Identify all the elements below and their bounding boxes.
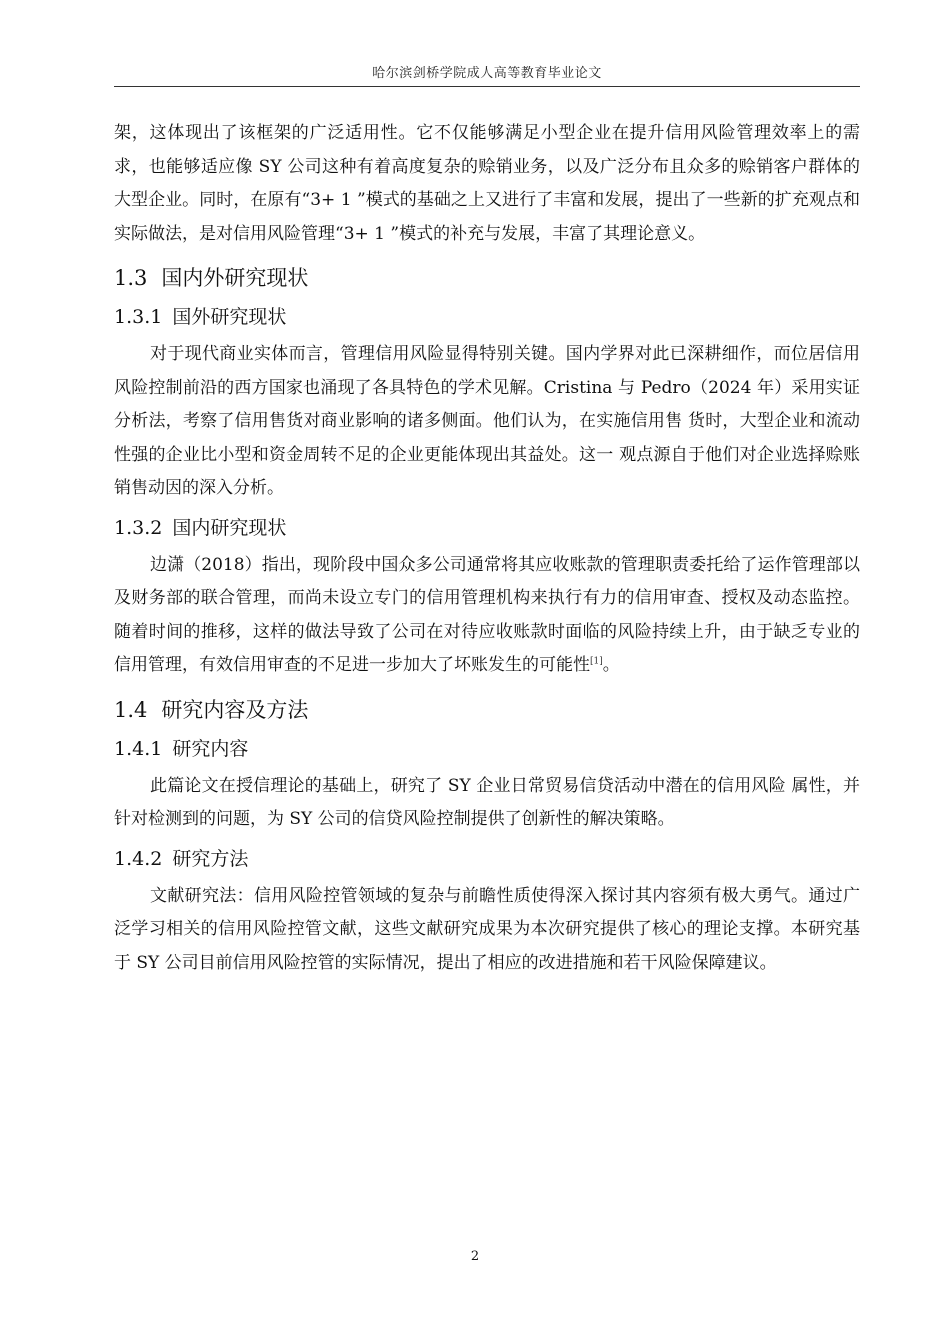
section-title: 国内外研究现状 — [161, 266, 309, 290]
subsection-title: 研究方法 — [172, 847, 249, 870]
subsection-heading-1-3-1 — [114, 303, 860, 331]
subsection-number: 1.4.2 — [114, 847, 163, 870]
paragraph-foreign-research: 对于现代商业实体而言，管理信用风险显得特别关键。国内学界对此已深耕细作，而位居信用风险控制前沿的西方国家也涌现了各具特色的学术见解。Cristina 与 Pedro（2024 年）采用实证分析法，考察了信用售货对商业影响的诸多侧面。他们认为，在实施信用售 货时，大型企业和流动性强的企业比小型和资金周转不足的企业更能体现出其益处。这一 观点源自于他们对企业选择赊账销售动因的深入分析。 — [114, 344, 860, 498]
paragraph-tail: 。 — [602, 655, 620, 675]
subsection-heading-1-4-2 — [114, 845, 860, 873]
section-heading-1-4 — [114, 695, 860, 725]
header-divider — [114, 86, 860, 87]
running-header: 哈尔滨剑桥学院成人高等教育毕业论文 — [372, 66, 602, 81]
paragraph-research-content: 此篇论文在授信理论的基础上，研究了 SY 企业日常贸易信贷活动中潜在的信用风险 属性，并针对检测到的问题，为 SY 公司的信贷风险控制提供了创新性的解决策略。 — [114, 775, 860, 829]
paragraph-text: 边潇（2018）指出，现阶段中国众多公司通常将其应收账款的管理职责委托给了运作管理部以及财务部的联合管理，而尚未设立专门的信用管理机构来执行有力的信用审查、授权及动态监控。随着时间的推移，这样的做法导致了公司在对待应收账款时面临的风险持续上升，由于缺乏专业的信用管理，有效信用审查的不足进一步加大了坏账发生的可能性 — [114, 554, 860, 675]
subsection-title: 国外研究现状 — [172, 306, 287, 328]
subsection-heading-1-4-1 — [114, 735, 860, 763]
section-title: 研究内容及方法 — [161, 697, 309, 722]
subsection-title: 研究内容 — [172, 737, 249, 760]
section-number: 1.4 — [114, 697, 148, 722]
section-heading-1-3 — [114, 263, 860, 293]
intro-paragraph: 架，这体现出了该框架的广泛适用性。它不仅能够满足小型企业在提升信用风险管理效率上的需求，也能够适应像 SY 公司这种有着高度复杂的赊销业务，以及广泛分布且众多的赊销客户群体的大型企业。同时，在原有“3+ 1 ”模式的基础之上又进行了丰富和发展，提出了一些新的扩充观点和实际做法，是对信用风险管理“3+ 1 ”模式的补充与发展，丰富了其理论意义。 — [114, 123, 860, 244]
subsection-title: 国内研究现状 — [172, 516, 287, 539]
paragraph-research-method: 文献研究法：信用风险控管领域的复杂与前瞻性质使得深入探讨其内容须有极大勇气。通过广泛学习相关的信用风险控管文献，这些文献研究成果为本次研究提供了核心的理论支撑。本研究基于 SY 公司目前信用风险控管的实际情况，提出了相应的改进措施和若干风险保障建议。 — [114, 885, 860, 973]
subsection-number: 1.4.1 — [114, 737, 163, 760]
citation-marker: [1] — [590, 656, 603, 667]
paragraph-domestic-research — [114, 549, 860, 683]
subsection-heading-1-3-2 — [114, 514, 860, 542]
subsection-number: 1.3.2 — [114, 516, 163, 539]
section-number: 1.3 — [114, 266, 148, 290]
page-body — [114, 117, 860, 980]
subsection-number: 1.3.1 — [114, 306, 163, 328]
page-number: 2 — [470, 1249, 480, 1264]
